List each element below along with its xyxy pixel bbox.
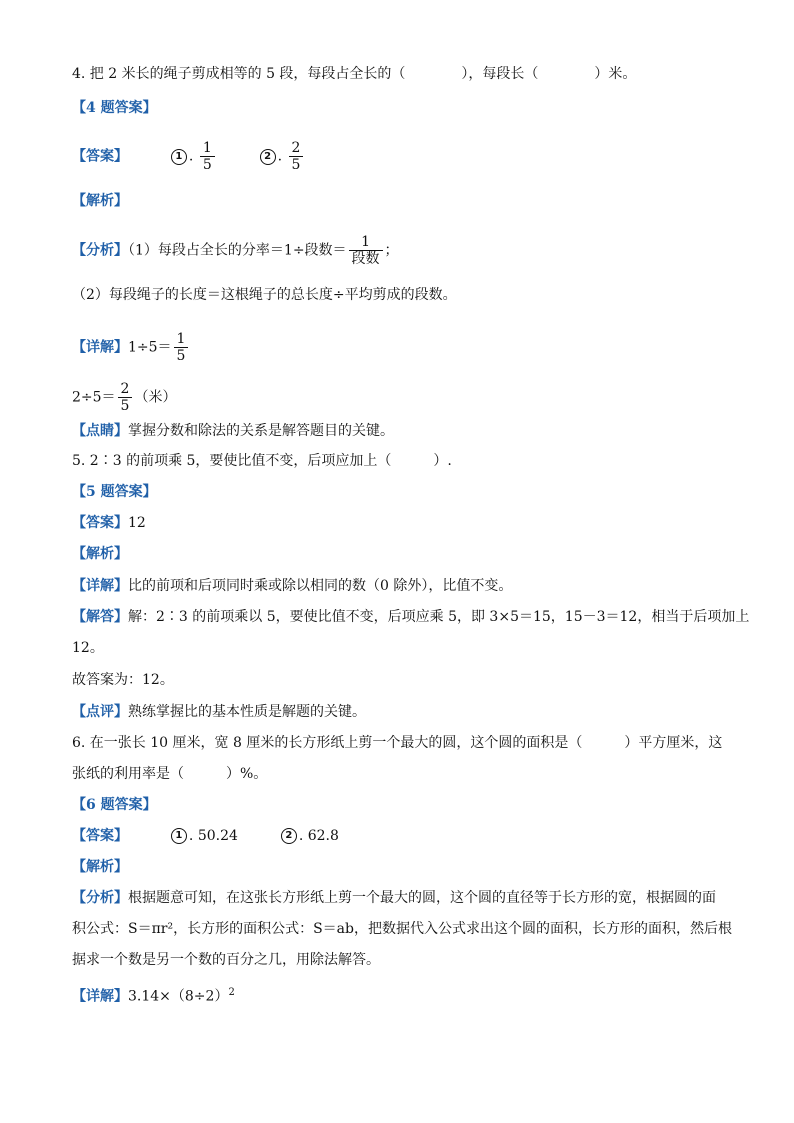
q5-jieda: 【解答】解：2∶3 的前项乘以 5，要使比值不变，后项应乘 5，即 3×5＝15，15－3＝12，相当于后项加上 [72,609,750,625]
q5-answer-header: 【5 题答案】 [72,484,157,500]
detail-label: 【详解】 [72,578,128,594]
q5-answer-line: 【答案】12 [72,515,146,531]
fenxi-label: 【分析】 [72,242,128,259]
dianping-label: 【点评】 [72,704,128,720]
q5-analysis-label: 【解析】 [72,546,128,562]
dianjing-label: 【点睛】 [72,423,128,439]
q5-detail: 【详解】比的前项和后项同时乘或除以相同的数（0 除外），比值不变。 [72,578,513,594]
answer-label: 【答案】 [72,515,128,531]
circled-number-icon: 1 [171,149,187,165]
q6-fenxi-line1: 【分析】根据题意可知，在这张长方形纸上剪一个最大的圆，这个圆的直径等于长方形的宽，根据圆的面 [72,890,716,906]
answer-label: 【答案】 [72,148,128,165]
q4-question: 4. 把 2 米长的绳子剪成相等的 5 段，每段占全长的（ ），每段长（ ）米。 [72,66,637,82]
q5-jieda-cont: 12。 [72,640,104,656]
fraction: $\frac{2}{5}$ [289,140,304,173]
detail-label: 【详解】 [72,339,128,356]
answer-label: 【答案】 [72,828,128,844]
fraction: $\frac{2}{5}$ [118,381,133,414]
circled-number-icon: 2 [260,149,276,165]
q4-analysis-label: 【解析】 [72,193,128,209]
q4-answer-line: 【答案】 1 . $\frac{1}{5}$ 2 . $\frac{2}{5}$ [72,140,305,173]
q6-detail: 【详解】$3.14\times(8\div 2)^2$ [72,987,235,1005]
circled-number-icon: 2 [281,828,297,844]
fraction: $\frac{1}{5}$ [200,140,215,173]
q5-question: 5. 2∶3 的前项乘 5，要使比值不变，后项应加上（ ）. [72,453,452,469]
fenxi-label: 【分析】 [72,890,128,906]
q6-question-line2: 张纸的利用率是（ ）%。 [72,766,268,782]
q4-detail-1: 【详解】1÷5＝ $\frac{1}{5}$ [72,331,190,364]
q6-answer-line: 【答案】 1 . 50.24 2 . 62.8 [72,828,339,844]
q6-fenxi-line3: 据求一个数是另一个数的百分之几，用除法解答。 [72,952,380,968]
q5-dianping: 【点评】熟练掌握比的基本性质是解题的关键。 [72,704,366,720]
jieda-label: 【解答】 [72,609,128,625]
q4-dianjing: 【点睛】掌握分数和除法的关系是解答题目的关键。 [72,423,394,439]
q4-fenxi-2: （2）每段绳子的长度＝这根绳子的总长度÷平均剪成的段数。 [72,287,457,303]
q4-answer-header: 【4 题答案】 [72,100,157,116]
q4-fenxi: 【分析】（1）每段占全长的分率＝1÷段数＝ $\frac{1}{\text{段数}}$ ； [72,234,399,267]
fraction: $\frac{1}{5}$ [174,331,189,364]
q6-question-line1: 6. 在一张长 10 厘米，宽 8 厘米的长方形纸上剪一个最大的圆，这个圆的面积是（ ）平方厘米，这 [72,735,723,751]
q6-answer-header: 【6 题答案】 [72,797,157,813]
q6-analysis-label: 【解析】 [72,859,128,875]
q6-fenxi-line2: 积公式：S＝πr²，长方形的面积公式：S＝ab，把数据代入公式求出这个圆的面积，长方形的面积，然后根 [72,921,732,937]
detail-label: 【详解】 [72,988,128,1005]
fraction: $\frac{1}{\text{段数}}$ [349,234,383,267]
q5-conclusion: 故答案为：12。 [72,672,174,688]
q4-detail-2: 2÷5＝ $\frac{2}{5}$ （米） [72,381,177,414]
circled-number-icon: 1 [171,828,187,844]
